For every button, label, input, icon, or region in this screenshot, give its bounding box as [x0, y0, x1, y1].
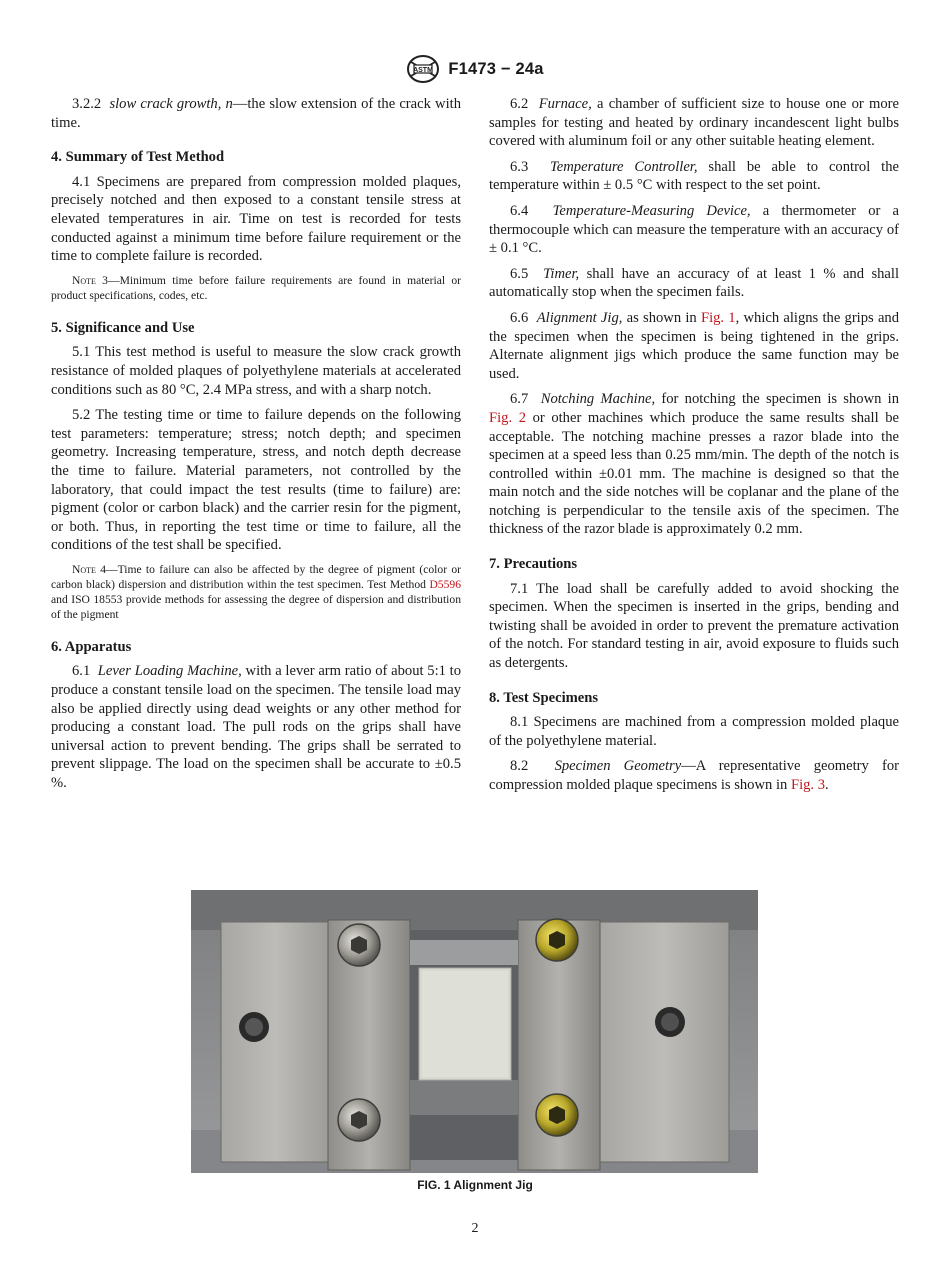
left-column — [51, 95, 461, 800]
paragraph-6-7: 6.7 Notching Machine, for notching the specimen is shown in Fig. 2 or other machines which produce the same results shall be acceptable. The notching machine presses a razor blade into the specimen at a speed less than 0.25 mm/min. The depth of the notch is controlled within ±0.01 mm. The machine is designed so that the main notch and the side notches will be coplanar and the plane of the notching is perpendicular to the tensile axis of the specimen. The thickness of the razor blade is approximately 0.2 mm. — [489, 391, 900, 538]
svg-text:ASTM: ASTM — [413, 67, 434, 74]
paragraph-8-1: 8.1 Specimens are machined from a compression molded plaque of the polyethylene material. — [489, 714, 899, 749]
paragraph-3-2-2: 3.2.2 slow crack growth, n—the slow extension of the crack with time. — [51, 96, 461, 131]
alignment-jig-image — [191, 890, 758, 1173]
right-column — [489, 95, 899, 802]
section-8-heading: 8. Test Specimens — [489, 689, 599, 706]
section-4-heading: 4. Summary of Test Method — [51, 149, 225, 166]
paragraph-4-1: 4.1 Specimens are prepared from compression molded plaques, precisely notched and then exposed to a constant tensile stress at elevated temperatures in air. Time on test is recorded for tests conducted against a minimum time before failure requirement or the time to complete failure is recorded. — [51, 173, 461, 265]
paragraph-6-1: 6.1 Lever Loading Machine, with a lever arm ratio of about 5:1 to produce a constant tensile load on the specimen. The tensile load may also be applied directly using dead weights or any other method for producing a constant load. The pull rods on the grips shall have universal action to prevent bending. The grips shall be serrated to prevent slippage. The load on the specimen shall be accurate to ±0.5 %. — [51, 663, 462, 792]
paragraph-6-5: 6.5 Timer, shall have an accuracy of at least 1 % and shall automatically stop when the specimen fails. — [489, 265, 900, 301]
paragraph-6-4: 6.4 Temperature-Measuring Device, a thermometer or a thermocouple which can measure the temperature with an accuracy of ± 0.1 °C. — [489, 202, 900, 257]
figure-1-caption: FIG. 1 Alignment Jig — [417, 1178, 533, 1192]
paragraph-5-2: 5.2 The testing time or time to failure depends on the following test parameters: temperature; stress; notch depth; and specimen geometry. Increasing temperature, stress, and notch depth decrease the time to failure. Material parameters, not controlled by the laboratory, that could impact the test results (time to failure) are: pigment (color or carbon black) and the carrier resin for the pigment, or both. Thus, in reporting the test time or time to failure, all the conditions of the test shall be specified. — [51, 407, 461, 554]
paragraph-6-6: 6.6 Alignment Jig, as shown in Fig. 1, which aligns the grips and the specimen when the specimen is being tightened in the grips. Alternate alignment jigs which produce the same function may be used. — [489, 309, 900, 382]
link-fig-2[interactable]: Fig. 2 — [489, 409, 526, 426]
note-4: Note 4—Time to failure can also be affected by the degree of pigment (color or carbon black) dispersion and distribution within the test specimen. Test Method D5596 and ISO 18553 provide methods for assessing the degree of dispersion and distribution of the pigment — [51, 562, 461, 621]
figure-1-photo — [191, 890, 758, 1173]
document-id: F1473 − 24a — [448, 59, 544, 78]
section-6-heading: 6. Apparatus — [51, 638, 132, 655]
section-5-heading: 5. Significance and Use — [51, 319, 195, 336]
link-fig-1[interactable]: Fig. 1 — [700, 309, 736, 326]
paragraph-8-2: 8.2 Specimen Geometry—A representative geometry for compression molded plaque specimens is shown in Fig. 3. — [489, 758, 899, 793]
note-3: Note 3—Minimum time before failure requirements are found in material or product specifications, codes, etc. — [51, 273, 461, 302]
paragraph-7-1: 7.1 The load shall be carefully added to avoid shocking the specimen. When the specimen is inserted in the grips, bending and twisting shall be avoided in order to prevent the premature activation of the notch. For standard testing in air, avoid exposure to fluids such as detergents. — [489, 580, 899, 672]
paragraph-6-2: 6.2 Furnace, a chamber of sufficient size to house one or more samples for testing and heated by ordinary incandescent light bulbs covered with aluminum foil or any other suitable heating element. — [489, 96, 899, 150]
page-number: 2 — [471, 1221, 479, 1236]
astm-logo-icon — [406, 54, 440, 84]
paragraph-5-1: 5.1 This test method is useful to measure the slow crack growth resistance of molded plaques of polyethylene materials at accelerated conditions such as 80 °C, 2.4 MPa stress, and with a sharp notch. — [51, 344, 461, 398]
section-7-heading: 7. Precautions — [489, 556, 578, 573]
link-fig-3[interactable]: Fig. 3 — [790, 777, 826, 793]
link-d5596[interactable]: D5596 — [429, 577, 461, 591]
paragraph-6-3: 6.3 Temperature Controller, shall be able to control the temperature within ± 0.5 °C with respect to the set point. — [489, 158, 899, 194]
page-header — [0, 52, 950, 86]
